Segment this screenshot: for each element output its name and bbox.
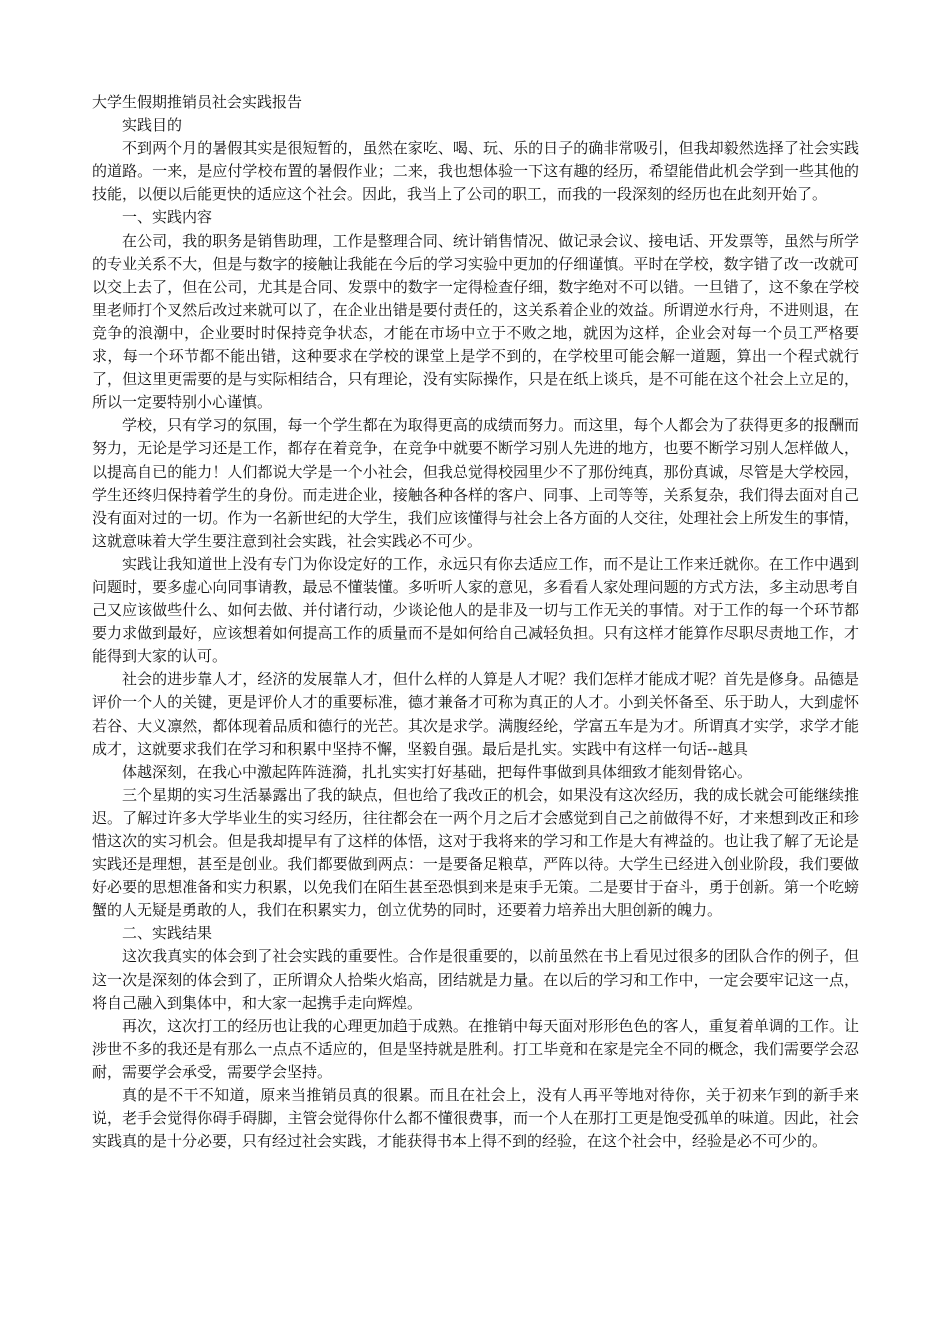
paragraph: 在公司，我的职务是销售助理，工作是整理合同、统计销售情况、做记录会议、接电话、开发票等，虽然与所学的专业关系不大，但是与数字的接触让我能在今后的学习实验中更加的仔细谨慎。平时在学校，数字错了改一改就可以交上去了，但在公司，尤其是合同、发票中的数字一定得检查仔细，数字绝对不可以错。一旦错了，这不象在学校里老师打个叉然后改过来就可以了，在企业出错是要付责任的，这关系着企业的效益。所谓逆水行舟，不进则退，在竞争的浪潮中，企业要时时保持竞争状态，才能在市场中立于不败之地，就因为这样，企业会对每一个员工严格要求，每一个环节都不能出错，这种要求在学校的课堂上是学不到的，在学校里可能会解一道题，算出一个程式就行了，但这里更需要的是与实际相结合，只有理论，没有实际操作，只是在纸上谈兵，是不可能在这个社会上立足的，所以一定要特别小心谨慎。 bbox=[92, 231, 859, 412]
paragraph: 这次我真实的体会到了社会实践的重要性。合作是很重要的，以前虽然在书上看见过很多的团队合作的例子，但这一次是深刻的体会到了，正所谓众人拾柴火焰高，团结就是力量。在以后的学习和工作中，一定会要牢记这一点，将自己融入到集体中，和大家一起携手走向辉煌。 bbox=[92, 947, 859, 1012]
section-heading-content: 一、实践内容 bbox=[122, 208, 213, 227]
section-heading-purpose: 实践目的 bbox=[122, 116, 183, 135]
paragraph: 学校，只有学习的氛围，每一个学生都在为取得更高的成绩而努力。而这里，每个人都会为了获得更多的报酬而努力，无论是学习还是工作，都存在着竞争，在竞争中就要不断学习别人先进的地方，也要不断学习别人怎样做人，以提高自已的能力！人们都说大学是一个小社会，但我总觉得校园里少不了那份纯真，那份真诚，尽管是大学校园，学生还终归保持着学生的身份。而走进企业，接触各种各样的客户、同事、上司等等，关系复杂，我们得去面对自己没有面对过的一切。作为一名新世纪的大学生，我们应该懂得与社会上各方面的人交往，处理社会上所发生的事情，这就意味着大学生要注意到社会实践，社会实践必不可少。 bbox=[92, 416, 859, 550]
paragraph: 实践让我知道世上没有专门为你设定好的工作，永远只有你去适应工作，而不是让工作来迁就你。在工作中遇到问题时，要多虚心向同事请教，最忌不懂装懂。多听听人家的意见，多看看人家处理问题的方式方法，多主动思考自己又应该做些什么、如何去做、并付诸行动，少谈论他人的是非及一切与工作无关的事情。对于工作的每一个环节都要力求做到最好，应该想着如何提高工作的质量而不是如何给自己减轻负担。只有这样才能算作尽职尽责地工作，才能得到大家的认可。 bbox=[92, 554, 859, 666]
paragraph: 体越深刻，在我心中激起阵阵涟漪，扎扎实实打好基础，把每件事做到具体细致才能刻骨铭心。 bbox=[122, 762, 753, 781]
paragraph: 不到两个月的暑假其实是很短暂的，虽然在家吃、喝、玩、乐的日子的确非常吸引，但我却毅然选择了社会实践的道路。一来，是应付学校布置的暑假作业；二来，我也想体验一下这有趣的经历，希望能借此机会学到一些其他的技能，以便以后能更快的适应这个社会。因此，我当上了公司的职工，而我的一段深刻的经历也在此刻开始了。 bbox=[92, 139, 859, 204]
document-title: 大学生假期推销员社会实践报告 bbox=[92, 93, 303, 111]
paragraph: 真的是不干不知道，原来当推销员真的很累。而且在社会上，没有人再平等地对待你，关于初来乍到的新手来说，老手会觉得你碍手碍脚，主管会觉得你什么都不懂很费事，而一个人在那打工更是饱受孤单的味道。因此，社会实践真的是十分必要，只有经过社会实践，才能获得书本上得不到的经验，在这个社会中，经验是必不可少的。 bbox=[92, 1086, 859, 1151]
paragraph: 再次，这次打工的经历也让我的心理更加趋于成熟。在推销中每天面对形形色色的客人，重复着单调的工作。让涉世不多的我还是有那么一点点不适应的，但是坚持就是胜利。打工毕竟和在家是完全不同的概念，我们需要学会忍耐，需要学会承受，需要学会坚持。 bbox=[92, 1016, 859, 1081]
paragraph: 社会的进步靠人才，经济的发展靠人才，但什么样的人算是人才呢？我们怎样才能成才呢？首先是修身。品德是评价一个人的关键，更是评价人才的重要标准，德才兼备才可称为真正的人才。小到关怀备至、乐于助人，大到虚怀若谷、大义凛然，都体现着品质和德行的光芒。其次是求学。满腹经纶，学富五车是为才。所谓真才实学，求学才能成才，这就要求我们在学习和积累中坚持不懈，坚毅自强。最后是扎实。实践中有这样一句话--越具 bbox=[92, 670, 859, 758]
section-heading-results: 二、实践结果 bbox=[122, 924, 213, 943]
paragraph: 三个星期的实习生活暴露出了我的缺点，但也给了我改正的机会，如果没有这次经历，我的成长就会可能继续推迟。了解过许多大学毕业生的实习经历，往往都会在一两个月之后才会感觉到自己之前做得不好，才来想到改正和珍惜这次的实习机会。但是我却提早有了这样的体悟，这对于我将来的学习和工作是大有裨益的。也让我了解了无论是实践还是理想，甚至是创业。我们都要做到两点：一是要备足粮草，严阵以待。大学生已经进入创业阶段，我们要做好必要的思想准备和实力积累，以免我们在陌生甚至恐惧到来是束手无策。二是要甘于奋斗，勇于创新。第一个吃螃蟹的人无疑是勇敢的人，我们在积累实力，创立优势的同时，还要着力培养出大胆创新的魄力。 bbox=[92, 785, 859, 920]
document-page bbox=[92, 91, 859, 1153]
